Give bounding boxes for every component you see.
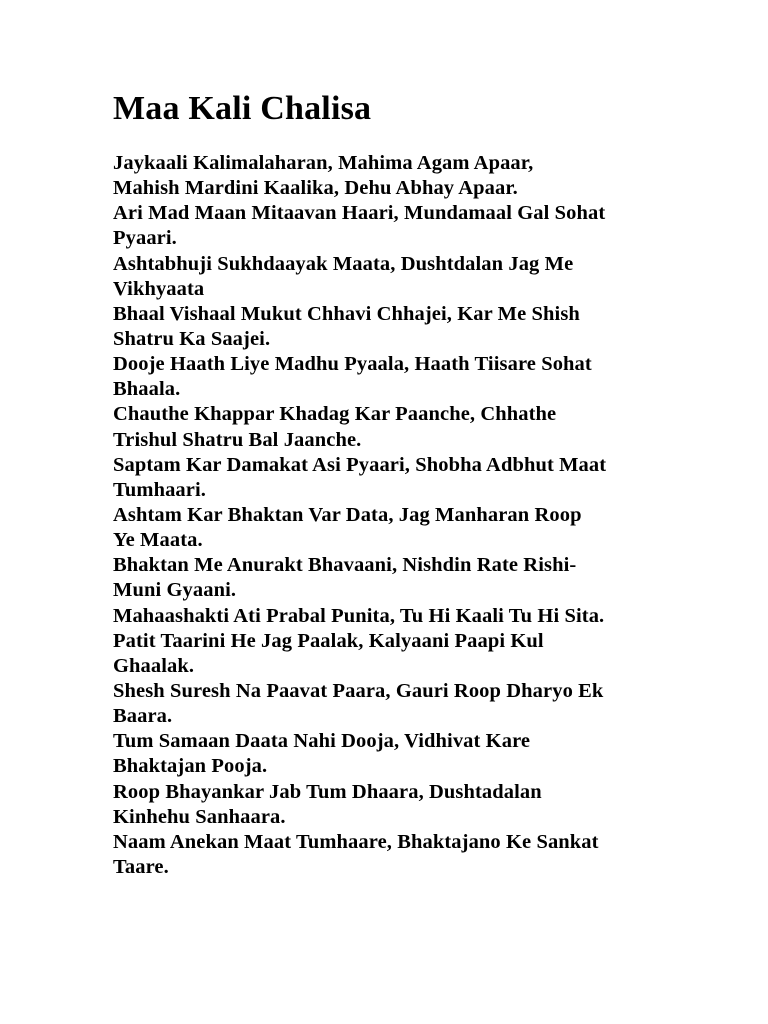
verse-line: Baara. [113, 705, 173, 728]
verse-line: Bhaktan Me Anurakt Bhavaani, Nishdin Rate Rishi- [113, 554, 577, 577]
verse-line: Shesh Suresh Na Paavat Paara, Gauri Roop Dharyo Ek [113, 679, 604, 702]
verse-line: Mahish Mardini Kaalika, Dehu Abhay Apaar. [113, 177, 518, 200]
verse-line: Tumhaari. [113, 478, 206, 501]
verse-line: Mahaashakti Ati Prabal Punita, Tu Hi Kaali Tu Hi Sita. [113, 604, 605, 627]
verse-line: Taare. [113, 855, 169, 878]
verse-line: Kinhehu Sanhaara. [113, 805, 286, 828]
verse-line: Roop Bhayankar Jab Tum Dhaara, Dushtadalan [113, 780, 542, 803]
verse-line: Bhaal Vishaal Mukut Chhavi Chhajei, Kar Me Shish [113, 302, 580, 325]
verse-line: Tum Samaan Daata Nahi Dooja, Vidhivat Kare [113, 730, 531, 753]
verse-line: Muni Gyaani. [113, 579, 237, 602]
verse-line: Ghaalak. [113, 654, 195, 677]
verse-line: Shatru Ka Saajei. [113, 327, 271, 350]
verse-line: Pyaari. [113, 227, 177, 250]
verse-line: Ye Maata. [113, 529, 203, 552]
verse-line: Bhaala. [113, 378, 181, 401]
verse-line: Patit Taarini He Jag Paalak, Kalyaani Paapi Kul [113, 629, 544, 652]
verse-line: Bhaktajan Pooja. [113, 755, 268, 778]
verse-line: Ari Mad Maan Mitaavan Haari, Mundamaal Gal Sohat [113, 202, 606, 225]
verse-line: Jaykaali Kalimalaharan, Mahima Agam Apaar, [113, 152, 534, 174]
verse-line: Vikhyaata [113, 277, 205, 300]
verse-line: Ashtabhuji Sukhdaayak Maata, Dushtdalan Jag Me [113, 252, 574, 275]
verse-line: Dooje Haath Liye Madhu Pyaala, Haath Tiisare Sohat [113, 353, 592, 376]
verse-line: Trishul Shatru Bal Jaanche. [113, 428, 362, 451]
document-title: Maa Kali Chalisa [113, 90, 372, 127]
verse-line: Saptam Kar Damakat Asi Pyaari, Shobha Adbhut Maat [113, 453, 607, 476]
verse-line: Naam Anekan Maat Tumhaare, Bhaktajano Ke Sankat [113, 830, 599, 853]
verse-line: Ashtam Kar Bhaktan Var Data, Jag Manharan Roop [113, 503, 582, 526]
verse-line: Chauthe Khappar Khadag Kar Paanche, Chhathe [113, 403, 557, 426]
chalisa-verse-lines [113, 151, 673, 880]
